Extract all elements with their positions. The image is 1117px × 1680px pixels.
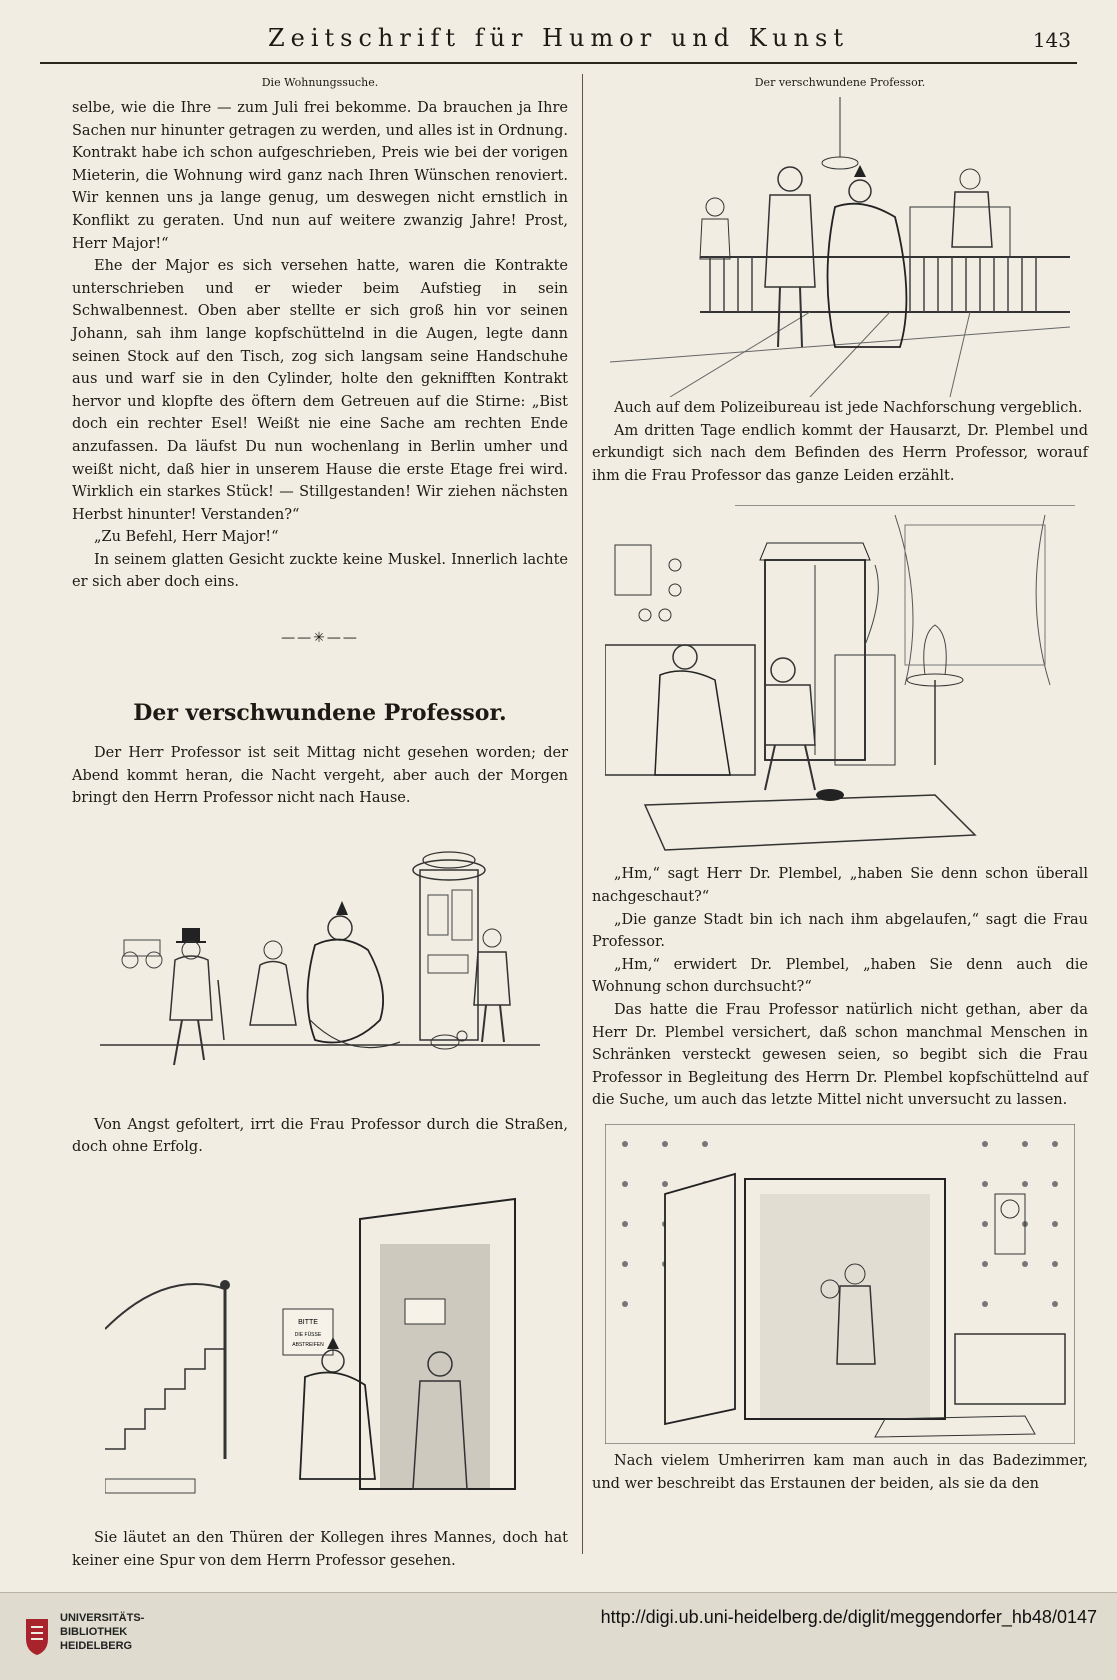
paragraph: Ehe der Major es sich versehen hatte, waren die Kontrakte unterschrieben und er wieder beim Aufstieg in sein Schwalbennest. Oben aber stellte er sich groß hin vor seinen Johann, sah ihm lange kopfschüttelnd in die Augen, legte dann seinen Stock auf den Tisch, zog sich langsam seine Handschuhe aus und warf sie in den Cylinder, holte den geknifften Kontrakt hervor und klopfte des öftern dem Getreuen auf die Stirne: „Bist doch ein rechter Esel! Weißt nie eine Sache am rechten Ende anzufassen. Da läufst Du nun wochenlang in Berlin umher und weißt nicht, daß hier in unserem Hause die erste Etage frei wird. Wirklich ein starkes Stück! — Stillgestanden! Wir ziehen nächsten Herbst hinunter! Verstanden?“ <box>72 258 568 523</box>
left-running-head: Die Wohnungssuche. <box>261 76 379 89</box>
article-heading: Der verschwundene Professor. <box>133 700 507 727</box>
stairs-door-illustration <box>105 1189 535 1519</box>
library-name <box>60 1611 144 1653</box>
bathroom-door-illustration <box>605 1124 1075 1444</box>
library-line: BIBLIOTHEK <box>60 1626 128 1638</box>
caption-bathroom: Nach vielem Umherirren kam man auch in das Badezimmer, und wer beschreibt das Erstaunen der beiden, als sie da den <box>592 1452 1088 1492</box>
journal-title: Zeitschrift für Humor und Kunst <box>267 24 850 52</box>
paragraph: „Zu Befehl, Herr Major!“ <box>94 529 279 546</box>
left-column <box>72 72 568 1572</box>
living-room-illustration <box>605 505 1075 855</box>
street-scene-illustration <box>100 820 540 1110</box>
library-line: UNIVERSITÄTS- <box>60 1612 145 1624</box>
footer-bar <box>0 1592 1117 1680</box>
dialogue-paragraph: „Die ganze Stadt bin ich nach ihm abgelaufen,“ sagt die Frau Professor. <box>592 911 1088 951</box>
caption-police: Auch auf dem Polizeibureau ist jede Nachforschung vergeblich. <box>614 400 1083 416</box>
paragraph: selbe, wie die Ihre — zum Juli frei bekomme. Da brauchen ja Ihre Sachen nur hinunter getragen zu werden, und alles ist in Ordnung. Kontrakt habe ich schon aufgeschrieben, Preis wie bei der vorigen Mieterin, die Wohnung wird ganz nach Ihren Wünschen renoviert. Wir kennen uns ja lange genug, um deswegen nicht ernstlich in Konflikt zu geraten. Und nun auf weitere zwanzig Jahre! Prost, Herr Major!“ <box>72 100 568 252</box>
section-separator: ——✳—— <box>281 630 359 647</box>
library-line: HEIDELBERG <box>60 1640 133 1652</box>
svg-text:ABSTREIFEN: ABSTREIFEN <box>292 1342 324 1349</box>
police-bureau-illustration <box>610 97 1070 397</box>
column-divider <box>582 74 583 1554</box>
page-number: 143 <box>1032 28 1071 52</box>
caption-street: Von Angst gefoltert, irrt die Frau Professor durch die Straßen, doch ohne Erfolg. <box>72 1116 568 1156</box>
dialogue-paragraph: „Hm,“ sagt Herr Dr. Plembel, „haben Sie denn schon überall nachgeschaut?“ <box>592 866 1088 905</box>
digital-library-link[interactable]: http://digi.ub.uni-heidelberg.de/diglit/meggendorfer_hb48/0147 <box>600 1607 1097 1627</box>
svg-text:BITTE: BITTE <box>298 1319 318 1327</box>
caption-stairs: Sie läutet an den Thüren der Kollegen ihres Mannes, doch hat keiner eine Spur von dem Herrn Professor gesehen. <box>72 1530 568 1569</box>
university-seal-icon <box>22 1615 52 1657</box>
paragraph: Am dritten Tage endlich kommt der Hausarzt, Dr. Plembel und erkundigt sich nach dem Befinden des Herrn Professor, worauf ihm die Frau Professor das ganze Leiden erzählt. <box>592 422 1088 484</box>
right-column <box>592 72 1088 1495</box>
paragraph: In seinem glatten Gesicht zuckte keine Muskel. Innerlich lachte er sich aber doch eins. <box>72 551 568 591</box>
intro-paragraph: Der Herr Professor ist seit Mittag nicht gesehen worden; der Abend kommt heran, die Nacht vergeht, aber auch der Morgen bringt den Herrn Professor nicht nach Hause. <box>72 745 568 807</box>
page-header <box>40 18 1077 64</box>
right-running-head: Der verschwundene Professor. <box>754 76 926 89</box>
dialogue-paragraph: Das hatte die Frau Professor natürlich nicht gethan, aber da Herr Dr. Plembel versichert, daß schon manchmal Menschen in Schränken versteckt gewesen seien, so begibt sich die Frau Professor in Begleitung des Herrn Dr. Plembel kopfschüttelnd auf die Suche, um auch das letzte Mittel nicht unversucht zu lassen. <box>592 1001 1088 1109</box>
svg-text:DIE FÜSSE: DIE FÜSSE <box>294 1332 322 1339</box>
dialogue-paragraph: „Hm,“ erwidert Dr. Plembel, „haben Sie denn auch die Wohnung schon durchsucht?“ <box>592 956 1088 996</box>
